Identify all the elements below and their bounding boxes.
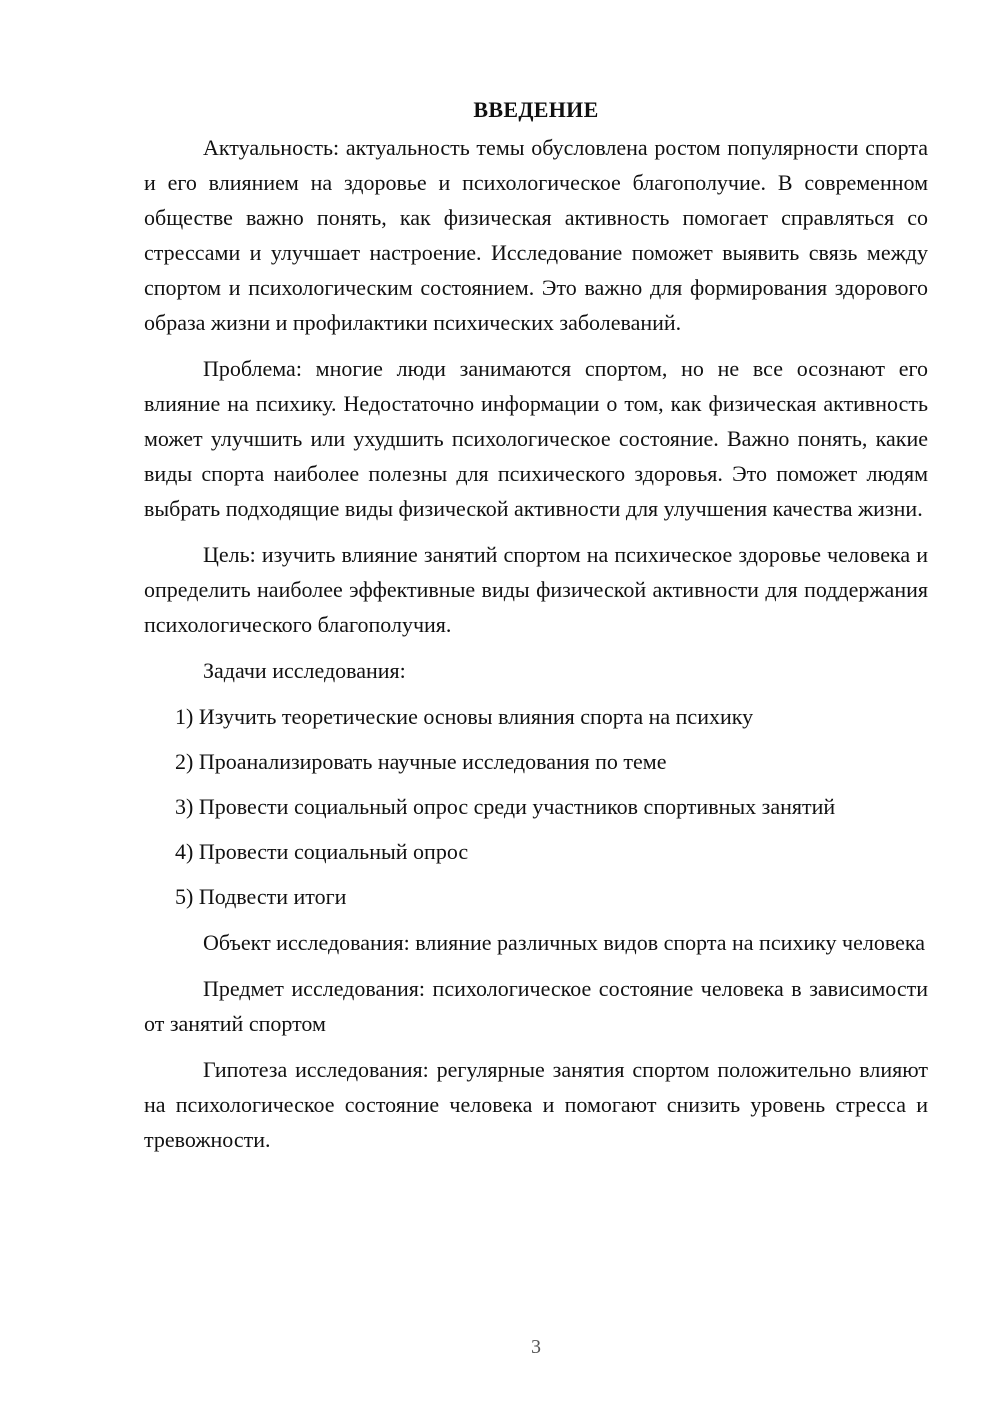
page-number: 3 [531,1336,541,1358]
goal-paragraph: Цель: изучить влияние занятий спортом на психическое здоровье человека и определить наиболее эффективные виды физической активности для поддержания психологического благополучия. [144,542,928,637]
task-item: 2) Проанализировать научные исследования по теме [175,749,667,774]
tasks-list [144,700,928,913]
subject-paragraph: Предмет исследования: психологическое состояние человека в зависимости от занятий спортом [144,976,928,1036]
object-paragraph: Объект исследования: влияние различных видов спорта на психику человека [203,930,925,955]
task-item: 1) Изучить теоретические основы влияния спорта на психику [175,704,754,729]
page-title: ВВЕДЕНИЕ [473,97,599,122]
hypothesis-paragraph: Гипотеза исследования: регулярные занятия спортом положительно влияют на психологическое состояние человека и помогают снизить уровень стресса и тревожности. [144,1057,928,1152]
relevance-paragraph: Актуальность: актуальность темы обусловлена ростом популярности спорта и его влиянием на здоровье и психологическое благополучие. В современном обществе важно понять, как физическая активность помогает справляться со стрессами и улучшает настроение. Исследование поможет выявить связь между спортом и психологическим состоянием. Это важно для формирования здорового образа жизни и профилактики психических заболеваний. [144,135,928,335]
tasks-heading: Задачи исследования: [203,658,406,683]
problem-paragraph: Проблема: многие люди занимаются спортом, но не все осознают его влияние на психику. Недостаточно информации о том, как физическая активность может улучшить или ухудшить психологическое состояние. Важно понять, какие виды спорта наиболее полезны для психического здоровья. Это поможет людям выбрать подходящие виды физической активности для улучшения качества жизни. [144,356,928,521]
task-item: 5) Подвести итоги [175,884,347,909]
task-item: 4) Провести социальный опрос [175,839,469,864]
page-content [144,94,928,1168]
task-item: 3) Провести социальный опрос среди участников спортивных занятий [175,794,836,819]
